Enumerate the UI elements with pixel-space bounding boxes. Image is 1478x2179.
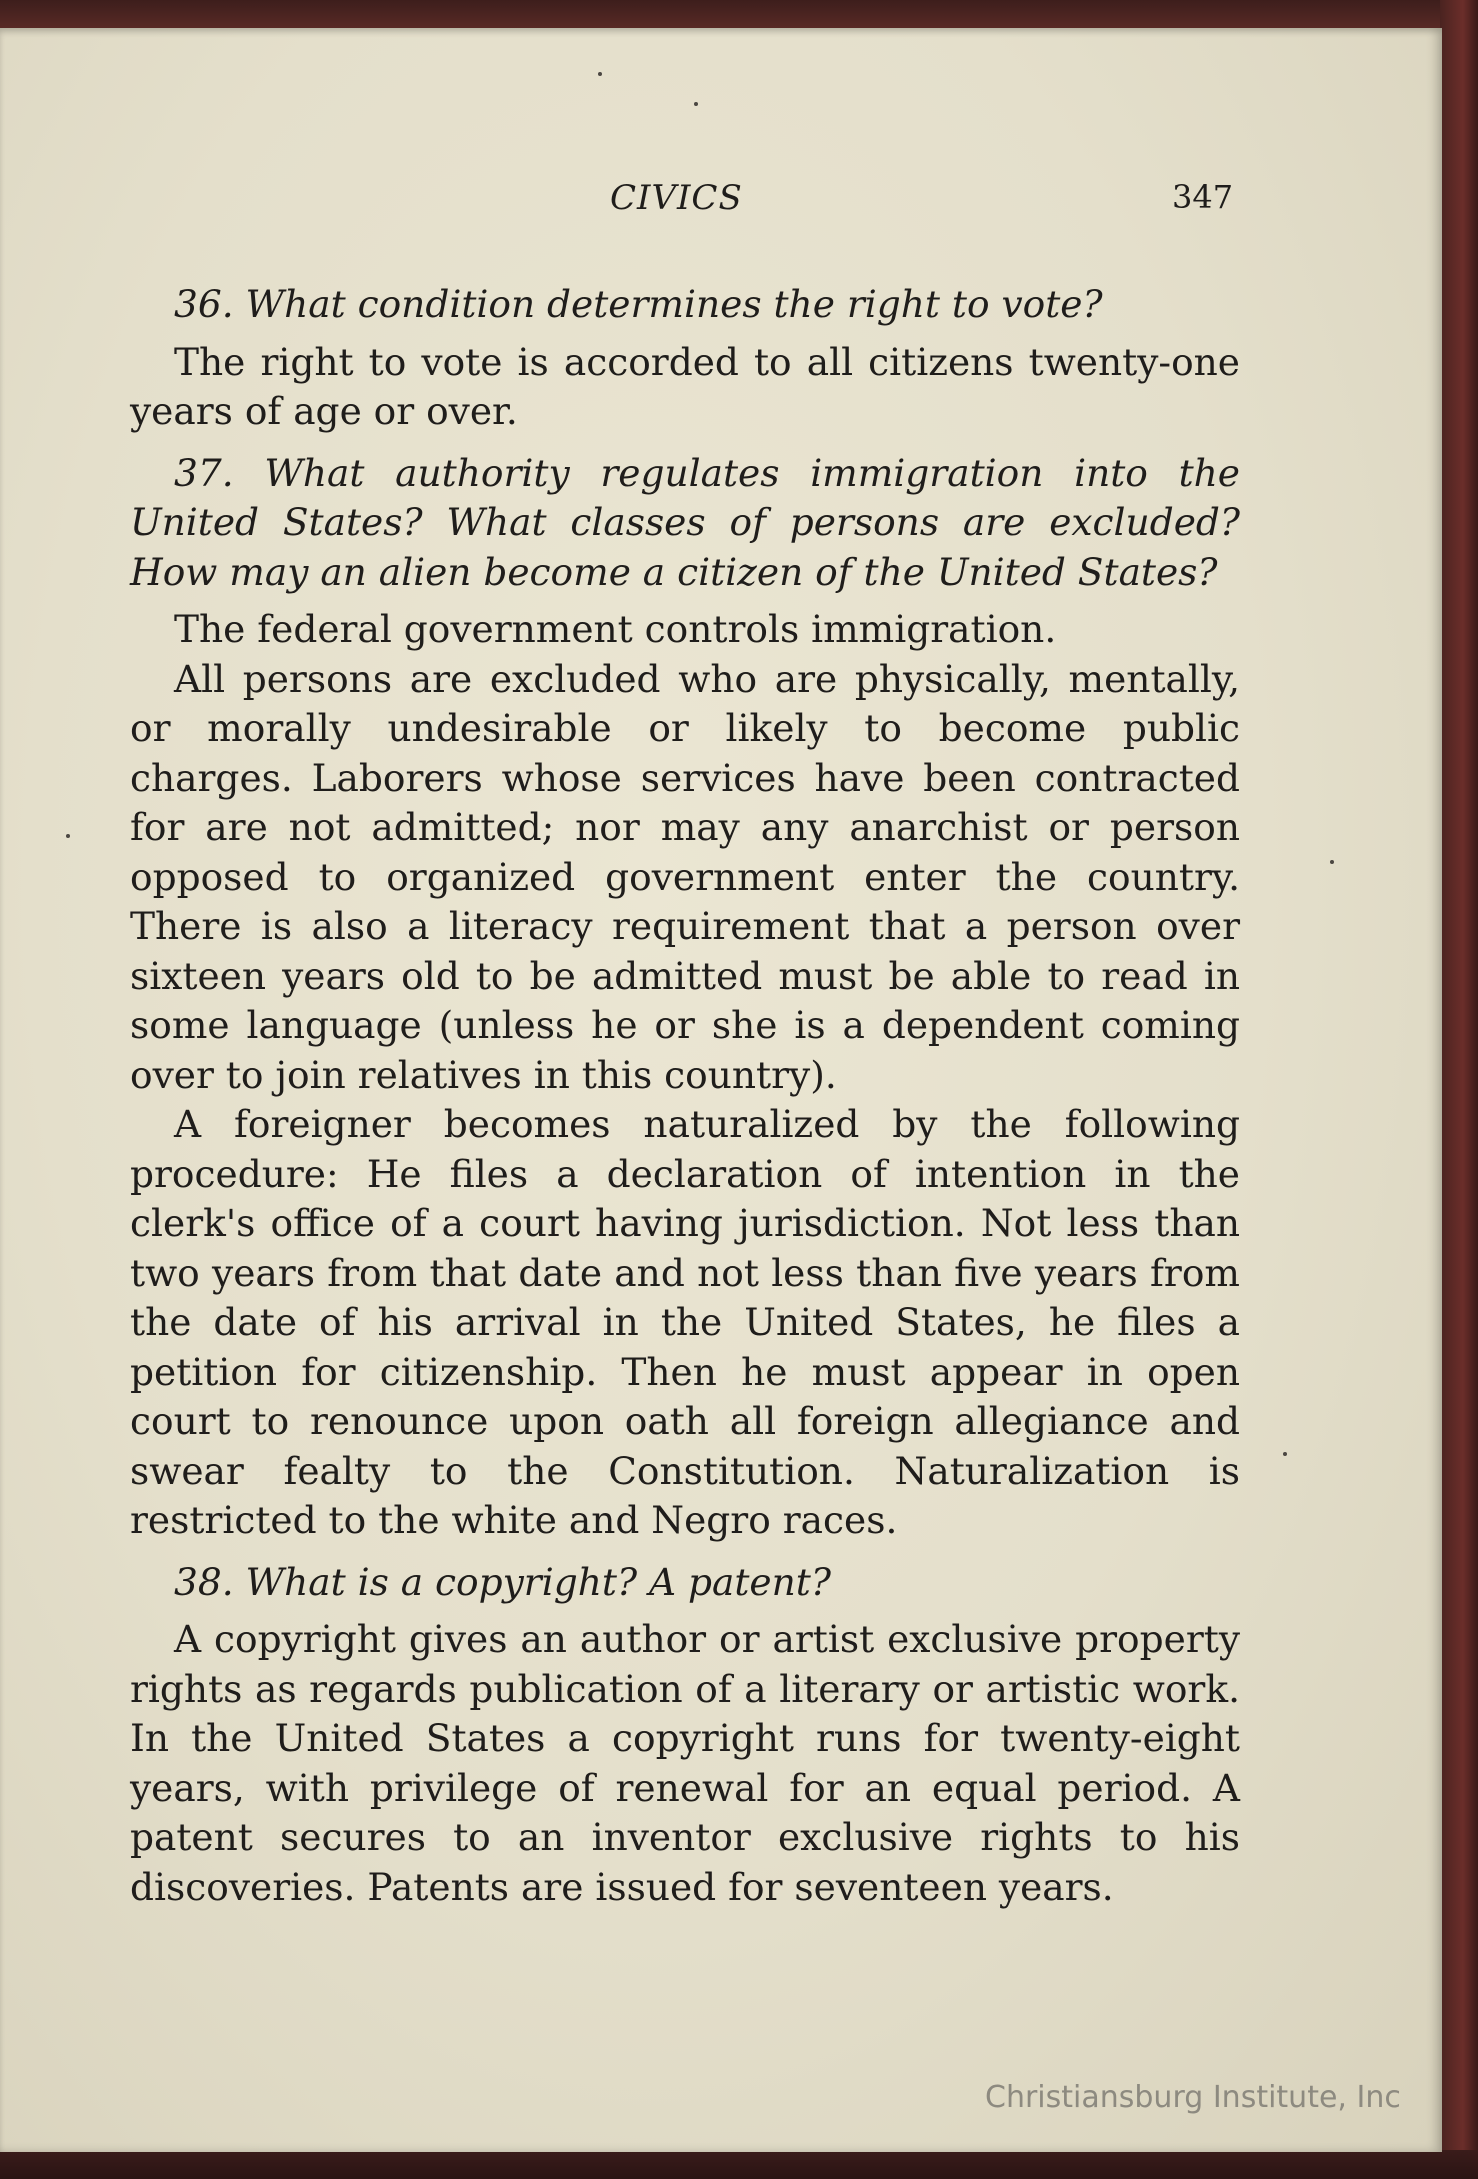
- watermark: Christiansburg Institute, Inc: [985, 2080, 1401, 2115]
- answer-38: A copyright gives an author or artist exclusive property rights as regards publication of a literary or artistic work. In the United States a copyright runs for twenty-eight years, with privilege of renewal for an equal period. A patent secures to an inventor exclusive rights to his discoveries. Patents are issued for seventeen years.: [130, 1617, 1240, 1909]
- book-cover-edge-right: [1440, 0, 1478, 2179]
- book-cover-edge-top: [0, 0, 1478, 30]
- paper-speck: [66, 834, 70, 838]
- question-37: 37. What authority regulates immigration into the United States? What classes of persons are excluded? How may an alien become a citizen of the United States?: [130, 450, 1240, 594]
- page-number: 347: [1172, 178, 1234, 216]
- page-header: [0, 178, 1442, 228]
- paper-speck: [694, 102, 698, 106]
- answer-37-paragraph-2: All persons are excluded who are physically, mentally, or morally undesirable or likely to become public charges. Laborers whose services have been contracted for are not admitted; nor may any anarchist or person opposed to organized government enter the country. There is also a literacy requirement that a person over sixteen years old to be admitted must be able to read in some language (unless he or she is a dependent coming over to join relatives in this country).: [130, 656, 1240, 1097]
- answer-37-paragraph-1: The federal government controls immigration.: [174, 607, 1057, 651]
- paper-speck: [598, 72, 602, 76]
- page-body: [130, 280, 1240, 1912]
- book-page: [0, 28, 1442, 2152]
- running-head: CIVICS: [610, 178, 743, 218]
- book-cover-edge-bottom: [0, 2150, 1478, 2179]
- answer-37-paragraph-3: A foreigner becomes naturalized by the following procedure: He files a declaration of intention in the clerk's office of a court having jurisdiction. Not less than two years from that date and not less than five years from the date of his arrival in the United States, he files a petition for citizenship. Then he must appear in open court to renounce upon oath all foreign allegiance and swear fealty to the Constitution. Naturalization is restricted to the white and Negro races.: [130, 1102, 1240, 1542]
- paper-speck: [1330, 860, 1334, 864]
- answer-36: The right to vote is accorded to all citizens twenty-one years of age or over.: [130, 339, 1240, 433]
- question-38: 38. What is a copyright? A patent?: [174, 1559, 831, 1604]
- question-36: 36. What condition determines the right to vote?: [174, 282, 1103, 326]
- paper-speck: [1283, 1452, 1287, 1456]
